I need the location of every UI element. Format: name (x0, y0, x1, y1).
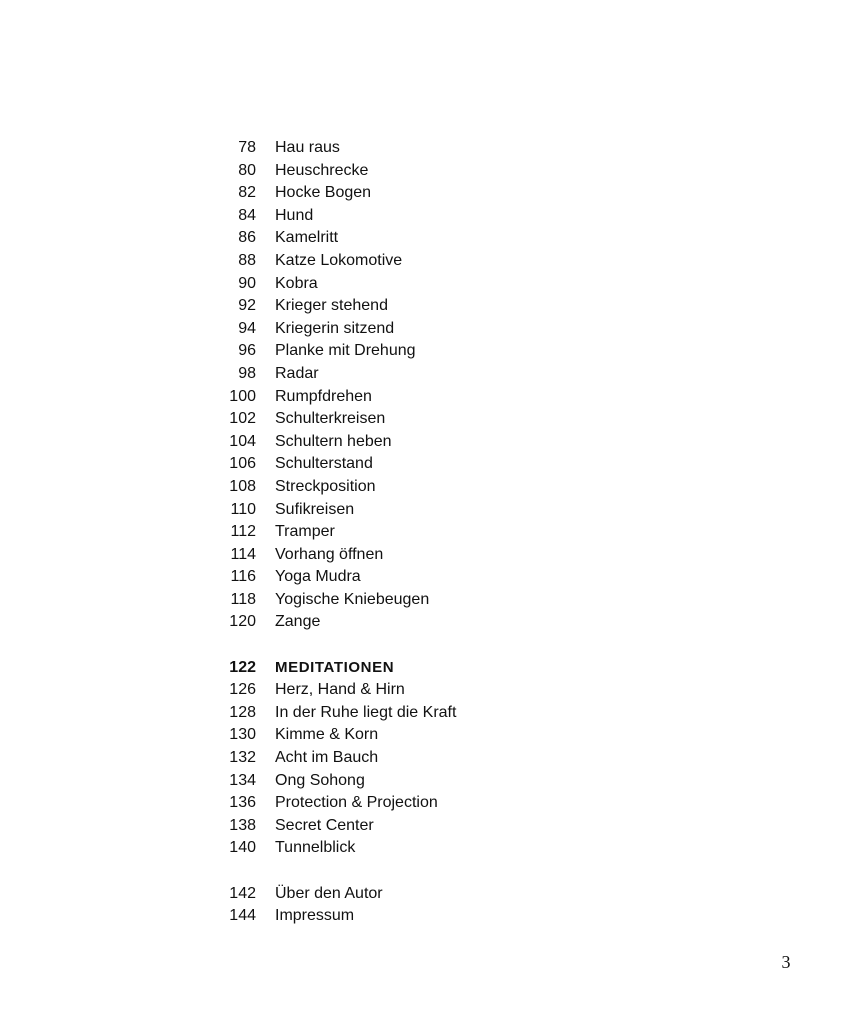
toc-page-number: 98 (238, 364, 256, 382)
toc-entry (200, 544, 620, 567)
toc-entry-title: In der Ruhe liegt die Kraft (275, 703, 457, 721)
toc-entry (200, 747, 620, 770)
toc-entry (200, 611, 620, 634)
toc-group (200, 657, 620, 860)
toc-entry (200, 318, 620, 341)
toc-entry (200, 702, 620, 725)
toc-entry (200, 905, 620, 928)
toc-entry (200, 815, 620, 838)
page-number: 3 (781, 952, 791, 972)
toc-entry (200, 679, 620, 702)
toc-entry-title: Secret Center (275, 816, 374, 834)
toc-page-number: 142 (229, 884, 256, 902)
toc-entry-title: Impressum (275, 907, 355, 925)
toc-entry-title: Katze Lokomotive (275, 251, 403, 269)
toc-entry (200, 273, 620, 296)
toc-page-number: 136 (229, 794, 256, 812)
toc-entry (200, 837, 620, 860)
toc-page-number: 110 (230, 500, 256, 518)
toc-entry (200, 205, 620, 228)
toc-page-number: 96 (238, 342, 256, 360)
toc-entry (200, 521, 620, 544)
toc-entry-title: Krieger stehend (275, 297, 388, 315)
toc-page-number: 130 (229, 726, 256, 744)
toc-entry (200, 566, 620, 589)
toc-entry (200, 295, 620, 318)
toc-page-number: 120 (229, 613, 256, 631)
toc-entry-title: Streckposition (275, 477, 376, 495)
toc-entry (200, 431, 620, 454)
toc-page-number: 126 (229, 681, 256, 699)
toc-entry-title: MEDITATIONEN (275, 658, 395, 676)
toc-entry-title: Heuschrecke (275, 161, 369, 179)
toc-entry (200, 160, 620, 183)
toc-page-number: 106 (229, 455, 256, 473)
toc-page-number: 132 (229, 749, 256, 767)
toc-entry (200, 724, 620, 747)
toc-page-number: 102 (229, 410, 256, 428)
toc-page-number: 122 (229, 658, 256, 676)
toc-entry (200, 499, 620, 522)
toc-entry-title: Tramper (275, 523, 335, 541)
toc-entry-title: Planke mit Drehung (275, 342, 416, 360)
toc-page-number: 88 (238, 251, 256, 269)
toc-entry-title: Acht im Bauch (275, 749, 379, 767)
toc-entry-title: Herz, Hand & Hirn (275, 681, 405, 699)
toc-page-number: 100 (229, 387, 256, 405)
toc-page-number: 118 (230, 590, 256, 608)
toc-entry (200, 386, 620, 409)
toc-entry (200, 770, 620, 793)
toc-entry-title: Rumpfdrehen (275, 387, 372, 405)
toc-entry (200, 182, 620, 205)
toc-entry-title: Ong Sohong (275, 771, 365, 789)
toc-entry-title: Zange (275, 613, 321, 631)
toc-entry-title: Tunnelblick (275, 839, 356, 857)
toc-entry-title: Über den Autor (275, 884, 383, 902)
toc-page-number: 112 (230, 523, 256, 541)
toc-page-number: 94 (238, 319, 256, 337)
toc-entry-title: Schulterstand (275, 455, 373, 473)
toc-entry-title: Hund (275, 206, 314, 224)
toc-entry-title: Kamelritt (275, 229, 339, 247)
toc-entry-title: Hocke Bogen (275, 184, 372, 202)
toc-entry (200, 589, 620, 612)
toc-entry (200, 453, 620, 476)
toc-entry (200, 408, 620, 431)
toc-page-number: 86 (238, 229, 256, 247)
toc-page-number: 80 (238, 161, 256, 179)
toc-entry-title: Sufikreisen (275, 500, 355, 518)
toc-page-number: 114 (230, 545, 256, 563)
toc-entry-title: Hau raus (275, 139, 340, 156)
toc-page-number: 92 (238, 297, 256, 315)
toc-entry-title: Yogische Kniebeugen (275, 590, 430, 608)
toc-page-number: 108 (229, 477, 256, 495)
toc-entry-title: Protection & Projection (275, 794, 438, 812)
toc-entry-title: Kimme & Korn (275, 726, 379, 744)
toc-entry-title: Schulterkreisen (275, 410, 386, 428)
toc-entry-title: Kriegerin sitzend (275, 319, 395, 337)
toc-group (200, 883, 620, 928)
toc-page-number: 138 (229, 816, 256, 834)
toc-page-number: 90 (238, 274, 256, 292)
toc-entry-title: Kobra (275, 274, 318, 292)
toc-entry-title: Vorhang öffnen (275, 545, 384, 563)
toc-page-number: 116 (230, 568, 256, 586)
toc-page-number: 144 (229, 907, 256, 925)
toc-section-heading (200, 657, 620, 680)
toc-page-number: 104 (229, 432, 256, 450)
toc-entry (200, 883, 620, 906)
table-of-contents (200, 137, 620, 928)
toc-group (200, 137, 620, 634)
toc-page-number: 82 (238, 184, 256, 202)
toc-entry (200, 137, 620, 160)
toc-page-number: 84 (238, 206, 256, 224)
toc-entry (200, 340, 620, 363)
toc-entry-title: Yoga Mudra (275, 568, 361, 586)
toc-page-number: 134 (229, 771, 256, 789)
toc-page-number: 128 (229, 703, 256, 721)
toc-entry-title: Schultern heben (275, 432, 392, 450)
toc-entry (200, 792, 620, 815)
toc-entry-title: Radar (275, 364, 319, 382)
toc-entry (200, 250, 620, 273)
toc-page-number: 78 (238, 139, 256, 156)
toc-entry (200, 476, 620, 499)
toc-entry (200, 227, 620, 250)
toc-entry (200, 363, 620, 386)
toc-page-number: 140 (229, 839, 256, 857)
